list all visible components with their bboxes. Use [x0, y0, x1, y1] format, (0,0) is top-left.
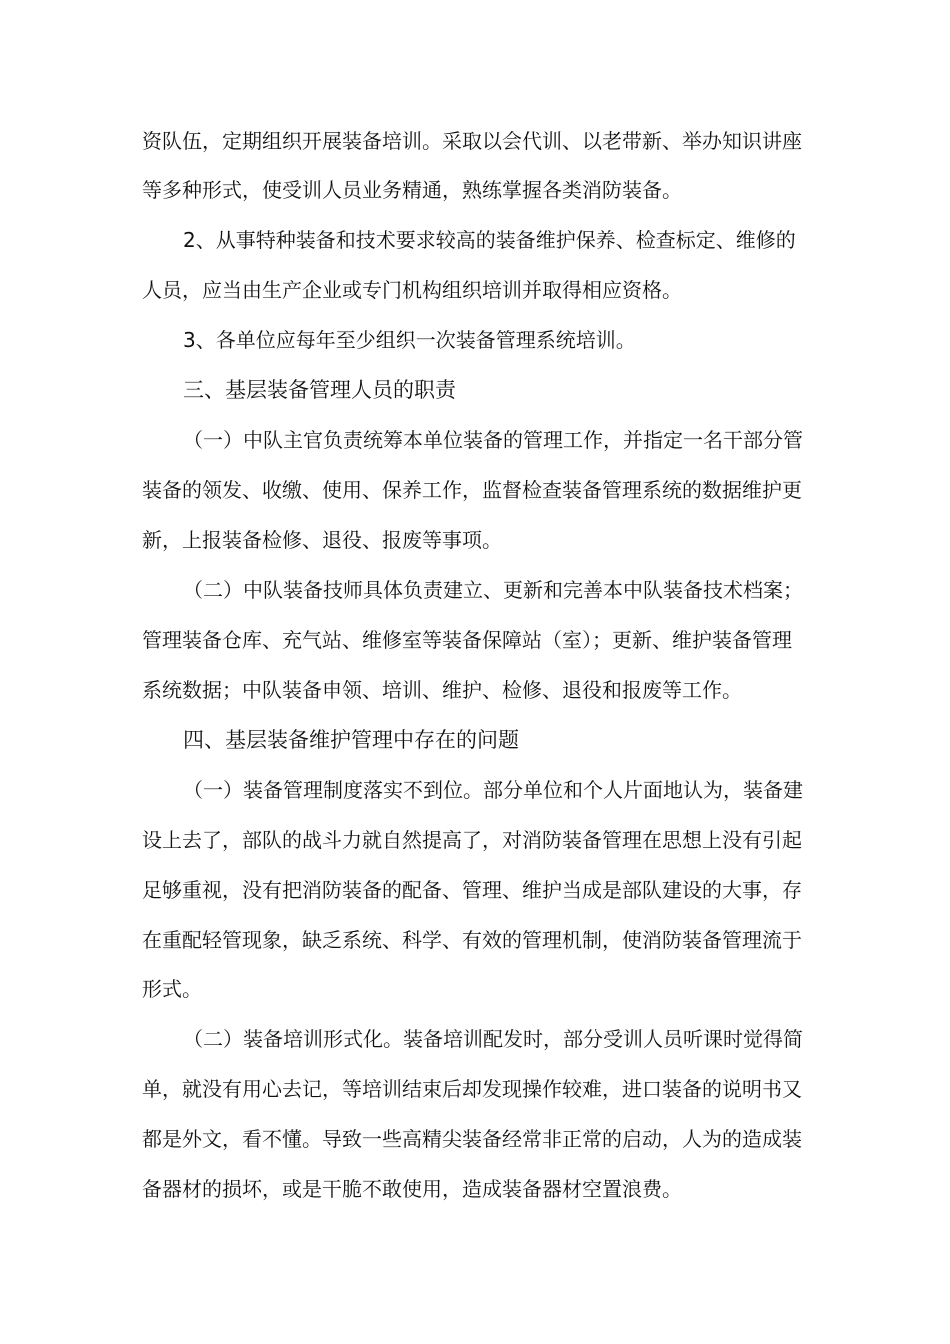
- paragraph-line: 系统数据；中队装备申领、培训、维护、检修、退役和报废等工作。: [142, 678, 742, 702]
- paragraph-line: 都是外文，看不懂。导致一些高精尖装备经常非正常的启动，人为的造成装: [142, 1127, 802, 1151]
- paragraph-line: 管理装备仓库、充气站、维修室等装备保障站（室）；更新、维护装备管理: [142, 628, 792, 652]
- paragraph-line: 资队伍，定期组织开展装备培训。采取以会代训、以老带新、举办知识讲座: [142, 129, 802, 153]
- paragraph-line: （一）装备管理制度落实不到位。部分单位和个人片面地认为，装备建: [183, 778, 803, 802]
- paragraph-line: 3、各单位应每年至少组织一次装备管理系统培训。: [183, 328, 636, 352]
- paragraph-line: （二）装备培训形式化。装备培训配发时，部分受训人员听课时觉得简: [183, 1027, 803, 1051]
- paragraph-line: 足够重视，没有把消防装备的配备、管理、维护当成是部队建设的大事，存: [142, 878, 802, 902]
- paragraph-line: 人员，应当由生产企业或专门机构组织培训并取得相应资格。: [142, 278, 682, 302]
- section-heading: 三、基层装备管理人员的职责: [183, 378, 456, 402]
- paragraph-line: 装备的领发、收缴、使用、保养工作，监督检查装备管理系统的数据维护更: [142, 478, 802, 502]
- paragraph-line: 等多种形式，使受训人员业务精通，熟练掌握各类消防装备。: [142, 178, 682, 202]
- section-heading: 四、基层装备维护管理中存在的问题: [183, 728, 519, 752]
- paragraph-line: （一）中队主官负责统筹本单位装备的管理工作，并指定一名干部分管: [183, 428, 803, 452]
- paragraph-line: 新，上报装备检修、退役、报废等事项。: [142, 528, 502, 552]
- paragraph-line: 单，就没有用心去记，等培训结束后却发现操作较难，进口装备的说明书又: [142, 1077, 802, 1101]
- paragraph-line: 2、从事特种装备和技术要求较高的装备维护保养、检查标定、维修的: [183, 228, 796, 252]
- paragraph-line: 设上去了，部队的战斗力就自然提高了，对消防装备管理在思想上没有引起: [142, 828, 802, 852]
- paragraph-line: （二）中队装备技师具体负责建立、更新和完善本中队装备技术档案；: [183, 578, 803, 602]
- paragraph-line: 在重配轻管现象，缺乏系统、科学、有效的管理机制，使消防装备管理流于: [142, 928, 802, 952]
- paragraph-line: 备器材的损坏，或是干脆不敢使用，造成装备器材空置浪费。: [142, 1177, 682, 1201]
- paragraph-line: 形式。: [142, 977, 202, 1001]
